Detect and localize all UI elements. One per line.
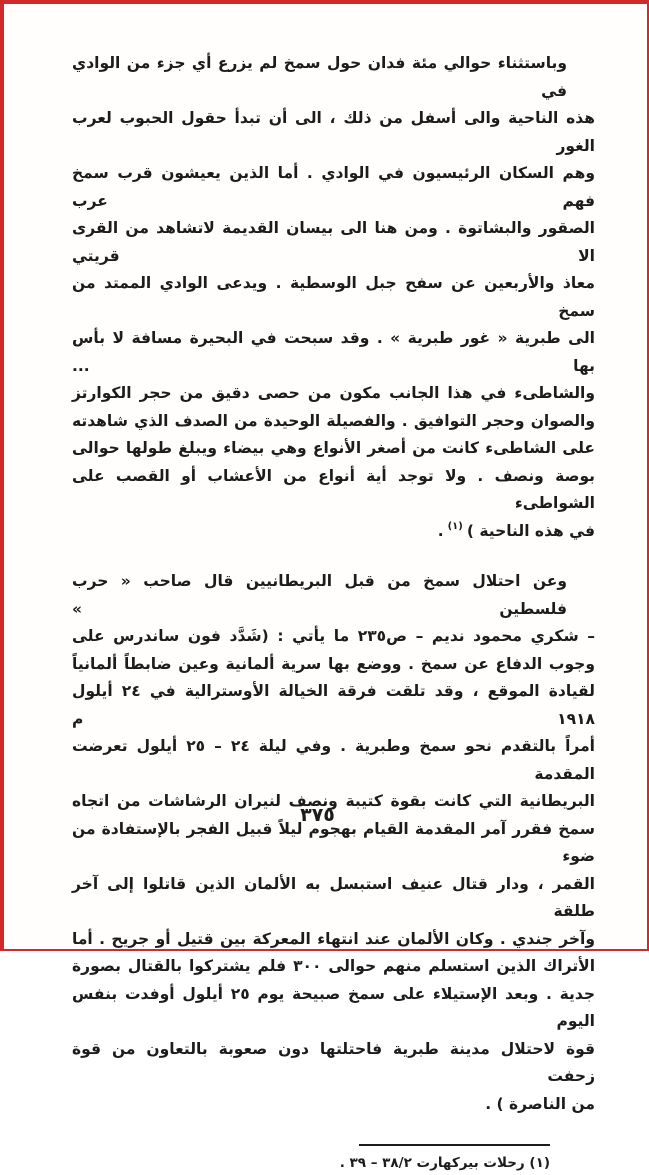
last-line-text: في هذه الناحية ) <box>466 521 595 540</box>
page-text-block <box>72 50 595 1175</box>
page-number: ٣٧٥ <box>300 804 335 826</box>
paragraph-2-last-line: من الناصرة ) . <box>485 1094 595 1113</box>
text-line: أمراً بالتقدم نحو سمخ وطبرية . وفي ليلة ٢٤ – ٢٥ أيلول تعرضت المقدمة <box>72 737 595 783</box>
text-line: سمخ فقرر آمر المقدمة القيام بهجوم ليلاً قبيل الفجر بالإستفادة من ضوء <box>72 819 595 865</box>
text-line: على الشاطىء كانت من أصغر الأنواع وهي بيضاء ويبلغ طولها حوالى <box>72 439 595 457</box>
closing-period: . <box>437 521 444 540</box>
paragraph-2-lines <box>72 568 595 1091</box>
text-line: وآخر جندي . وكان الألمان عند انتهاء المعركة بين قتيل أو جريح . أما <box>72 929 595 948</box>
text-line: الصقور والبشاتوة . ومن هنا الى بيسان القديمة لاتشاهد من القرى الا قريتي <box>72 219 595 265</box>
text-line: والشاطىء في هذا الجانب مكون من حصى دقيق من حجر الكوارتز <box>72 384 595 402</box>
paragraph-1-lines <box>72 50 595 518</box>
text-line: القمر ، ودار قتال عنيف استبسل به الألمان الذين قاتلوا إلى آخر طلقة <box>72 874 595 920</box>
text-line: – شكري محمود نديم – ص٢٣٥ ما يأتي : (شَدَّد فون ساندرس على <box>72 627 595 645</box>
paragraph-1-last-line <box>72 518 595 546</box>
text-line: وعن احتلال سمخ من قبل البريطانيين قال صاحب « حرب فلسطين » <box>72 572 567 618</box>
text-line: هذه الناحية والى أسفل من ذلك ، الى أن تبدأ حقول الحبوب لعرب الغور <box>72 109 595 155</box>
paragraph-2 <box>72 568 595 1118</box>
text-line: الأتراك الذين استسلم منهم حوالى ٣٠٠ فلم يشتركوا بالقتال بصورة <box>72 957 596 975</box>
text-line: لقيادة الموقع ، وقد تلقت فرقة الخيالة الأوسترالية في ٢٤ أيلول ١٩١٨ م <box>72 682 595 728</box>
text-line: معاذ والأربعين عن سفح جبل الوسطية . ويدعى الوادي الممتد من سمخ <box>72 274 595 320</box>
footnote-separator-rule <box>359 1144 550 1146</box>
text-line: قوة لاحتلال مدينة طبرية فاحتلتها دون صعوبة بالتعاون من قوة زحفت <box>72 1039 595 1085</box>
text-line: البريطانية التي كانت بقوة كتيبة ونصف لنيران الرشاشات من اتجاه <box>72 792 595 810</box>
text-line: وباستثناء حوالي مئة فدان حول سمخ لم يزرع أي جزء من الوادي في <box>72 54 567 100</box>
text-line: وهم السكان الرئيسيون في الوادي . أما الذين يعيشون قرب سمخ فهم عرب <box>72 164 595 210</box>
footnote-area <box>72 1144 595 1175</box>
footnote-ref-marker: (١) <box>447 521 463 533</box>
paragraph-1 <box>72 50 595 545</box>
footnote-text: (١) رحلات بيركهارت ٣٨/٢ – ٣٩ . <box>339 1155 550 1171</box>
text-line: بوصة ونصف . ولا توجد أية أنواع من الأعشاب أو القصب على الشواطىء <box>72 466 595 512</box>
text-line: والصوان وحجر التوافيق . والفصيلة الوحيدة من الصدف الذي شاهدته <box>72 411 595 430</box>
text-line: جدية . وبعد الإستيلاء على سمخ صبيحة يوم ٢٥ أيلول أوفدت بنفس اليوم <box>72 984 596 1030</box>
text-line: وجوب الدفاع عن سمخ . ووضع بها سرية ألمانية وعين ضابطاً ألمانياً <box>72 654 595 673</box>
text-line: الى طبرية « غور طبرية » . وقد سبحت في البحيرة مسافة لا بأس بها ... <box>72 329 595 375</box>
